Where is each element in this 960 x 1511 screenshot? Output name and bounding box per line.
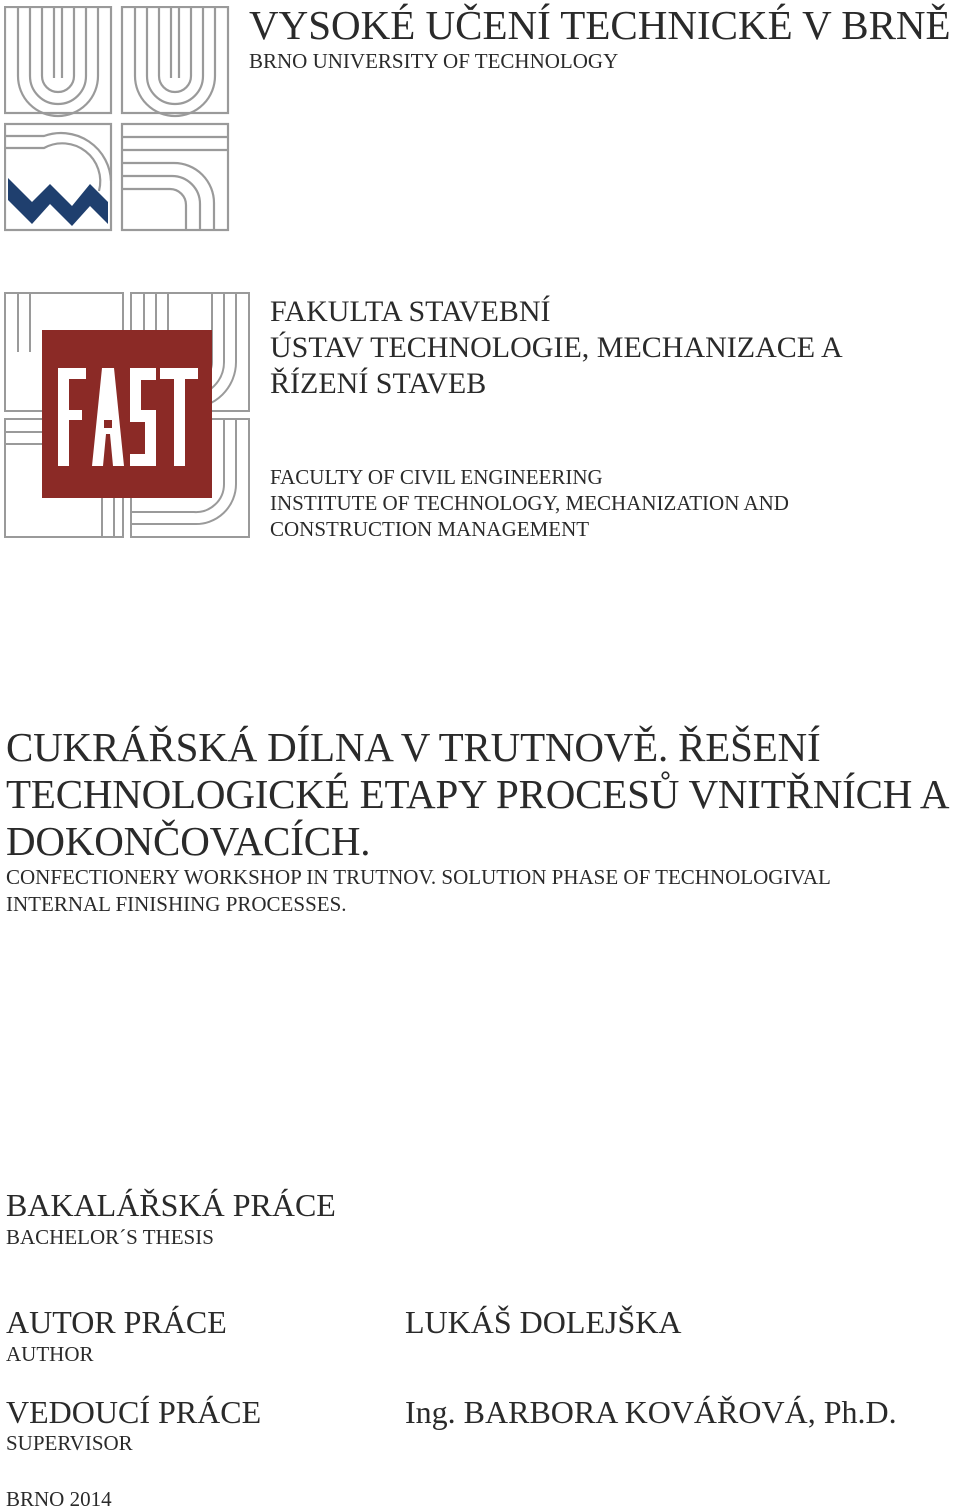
place-year: BRNO 2014 [6, 1487, 112, 1511]
supervisor-label-en: SUPERVISOR [6, 1431, 133, 1455]
faculty-en-line: FACULTY OF CIVIL ENGINEERING [270, 465, 603, 489]
faculty-cz-line: ŘÍZENÍ STAVEB [270, 367, 487, 400]
fast-logo [4, 292, 250, 538]
university-name-cz: VYSOKÉ UČENÍ TECHNICKÉ V BRNĚ [249, 2, 951, 48]
faculty-en-line: CONSTRUCTION MANAGEMENT [270, 517, 590, 541]
university-name-en: BRNO UNIVERSITY OF TECHNOLOGY [249, 49, 619, 73]
faculty-en-line: INSTITUTE OF TECHNOLOGY, MECHANIZATION AND [270, 491, 789, 515]
thesis-title-cz [6, 724, 956, 865]
title-cz-line: TECHNOLOGICKÉ ETAPY PROCESŮ VNITŘNÍCH A [6, 771, 950, 817]
faculty-cz-line: FAKULTA STAVEBNÍ [270, 295, 551, 328]
title-en-line: CONFECTIONERY WORKSHOP IN TRUTNOV. SOLUTION PHASE OF TECHNOLOGIVAL [6, 865, 831, 889]
supervisor-name: Ing. BARBORA KOVÁŘOVÁ, Ph.D. [405, 1394, 897, 1430]
author-label-en: AUTHOR [6, 1342, 94, 1366]
faculty-name-cz [270, 294, 930, 402]
faculty-cz-line: ÚSTAV TECHNOLOGIE, MECHANIZACE A [270, 331, 843, 364]
thesis-type-en: BACHELOR´S THESIS [6, 1225, 214, 1249]
title-en-line: INTERNAL FINISHING PROCESSES. [6, 892, 347, 916]
title-cz-line: DOKONČOVACÍCH. [6, 818, 371, 864]
vut-logo [4, 6, 230, 234]
author-label-cz: AUTOR PRÁCE [6, 1304, 227, 1340]
supervisor-label-cz: VEDOUCÍ PRÁCE [6, 1394, 262, 1430]
author-name: LUKÁŠ DOLEJŠKA [405, 1304, 682, 1340]
faculty-name-en [270, 464, 930, 542]
thesis-title-en [6, 864, 956, 918]
thesis-type-cz: BAKALÁŘSKÁ PRÁCE [6, 1187, 336, 1223]
title-cz-line: CUKRÁŘSKÁ DÍLNA V TRUTNOVĚ. ŘEŠENÍ [6, 724, 821, 770]
